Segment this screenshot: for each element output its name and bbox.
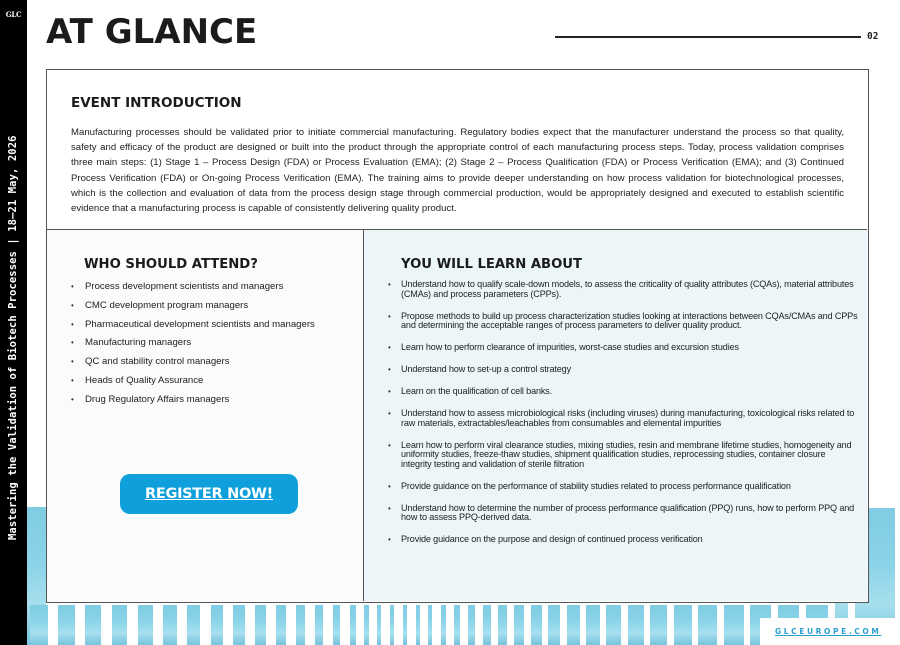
stripe-bar [58, 605, 75, 645]
stripe-bar [85, 605, 101, 645]
stripe-bar [650, 605, 667, 645]
stripe-bar [333, 605, 340, 645]
stripe-bar [255, 605, 266, 645]
stripe-bar [211, 605, 223, 645]
stripe-bar [498, 605, 507, 645]
stripe-bar [138, 605, 153, 645]
list-item: • Provide guidance on the purpose and design of continued process verification [388, 535, 858, 545]
stripe-bar [233, 605, 245, 645]
stripe-bar [428, 605, 432, 645]
register-now-button[interactable]: REGISTER NOW! [120, 474, 298, 514]
stripe-bar [468, 605, 475, 645]
list-item: • Provide guidance on the performance of stability studies related to process performance qualification [388, 482, 858, 492]
stripe-bar [483, 605, 491, 645]
stripe-bar [548, 605, 560, 645]
learning-list [388, 280, 858, 557]
attendee-list [71, 278, 315, 410]
list-item: • Understand how to set-up a control strategy [388, 365, 858, 375]
list-item: • QC and stability control managers [71, 353, 315, 372]
stripe-bar [674, 605, 692, 645]
stripe-bar [567, 605, 580, 645]
page-number: 02 [867, 31, 879, 42]
website-link[interactable]: GLCEUROPE.COM [775, 627, 882, 636]
who-should-attend-section [47, 230, 364, 601]
stripe-bar [296, 605, 305, 645]
stripe-bar [531, 605, 542, 645]
stripe-bar [441, 605, 446, 645]
list-item: • Heads of Quality Assurance [71, 372, 315, 391]
list-item: • Understand how to assess microbiological risks (including viruses) during manufacturing, toxicological risks related to raw materials, extractables/leachables from consumables and elemental impurities [388, 409, 858, 428]
you-will-learn-section [364, 230, 867, 601]
event-title-vertical: Mastering the Validation of Biotech Processes | 18–21 May, 2026 [7, 135, 19, 540]
event-introduction-text: Manufacturing processes should be validated prior to initiate commercial manufacturing. Regulatory bodies expect that the manufacturer understand the process so that quality, safety and efficacy of the product are designed or built into the product through the appropriate control of each manufacturing process steps. Today, process validation comprises three main steps: (1) Stage 1 – Process Design (FDA) or Process Evaluation (EMA); (2) Stage 2 – Process Qualification (FDA) or Process Verification (EMA); and (3) Continued Process Verification (FDA) or On-going Process Verification (EMA). The training aims to provide deeper understanding on how process validation for biotechnological processes, which is the collection and evaluation of data from the process design stage through commercial production, would be appropriately designed and executed to establish scientific evidence that a manufacturing process is capable of consistently delivering quality product. [71, 127, 844, 215]
stripe-bar [586, 605, 600, 645]
stripe-bar [187, 605, 200, 645]
sidebar [0, 0, 27, 645]
stripe-bar [416, 605, 420, 645]
list-item: • Understand how to determine the number of process performance qualification (PPQ) runs, how to perform PPQ and how to assess PPQ-derived data. [388, 504, 858, 523]
stripe-bar [377, 605, 381, 645]
list-item: • CMC development program managers [71, 297, 315, 316]
list-item: • Learn how to perform clearance of impurities, worst-case studies and excursion studies [388, 343, 858, 353]
stripe-bar [390, 605, 394, 645]
you-will-learn-heading: YOU WILL LEARN ABOUT [401, 257, 583, 272]
stripe-bar [724, 605, 744, 645]
stripe-bar [30, 605, 48, 645]
stripe-bar [350, 605, 356, 645]
stripe-bar [628, 605, 644, 645]
stripe-bar [364, 605, 369, 645]
title-divider [555, 36, 861, 38]
stripe-bar [698, 605, 717, 645]
footer-url-box [760, 618, 900, 645]
list-item: • Process development scientists and managers [71, 278, 315, 297]
list-item: • Understand how to qualify scale-down models, to assess the criticality of quality attributes (CQAs), material attributes (CMAs) and process parameters (CPPs). [388, 280, 858, 299]
stripe-bar [112, 605, 127, 645]
stripe-bar [276, 605, 286, 645]
at-glance-card [46, 69, 869, 603]
list-item: • Propose methods to build up process characterization studies looking at interactions between CQAs/CMAs and CPPs and determining the acceptable ranges of process parameters to deliver quality product. [388, 312, 858, 331]
event-introduction-section [47, 70, 867, 230]
who-should-attend-heading: WHO SHOULD ATTEND? [84, 257, 258, 272]
list-item: • Learn on the qualification of cell banks. [388, 387, 858, 397]
list-item: • Learn how to perform viral clearance studies, mixing studies, resin and membrane lifetime studies, homogeneity and uniformity studies, freeze-thaw studies, shipment qualification studies, reprocessing studies, container closure integrity testing and validation of sterile filtration [388, 441, 858, 470]
page-title: AT GLANCE [46, 12, 258, 52]
stripe-bar [163, 605, 177, 645]
glc-logo: GLC [5, 10, 22, 19]
stripe-bar [606, 605, 621, 645]
stripe-bar [315, 605, 323, 645]
stripe-bar [403, 605, 407, 645]
list-item: • Pharmaceutical development scientists and managers [71, 316, 315, 335]
list-item: • Drug Regulatory Affairs managers [71, 391, 315, 410]
event-introduction-heading: EVENT INTRODUCTION [71, 95, 242, 111]
stripe-bar [454, 605, 460, 645]
list-item: • Manufacturing managers [71, 334, 315, 353]
stripe-bar [514, 605, 524, 645]
